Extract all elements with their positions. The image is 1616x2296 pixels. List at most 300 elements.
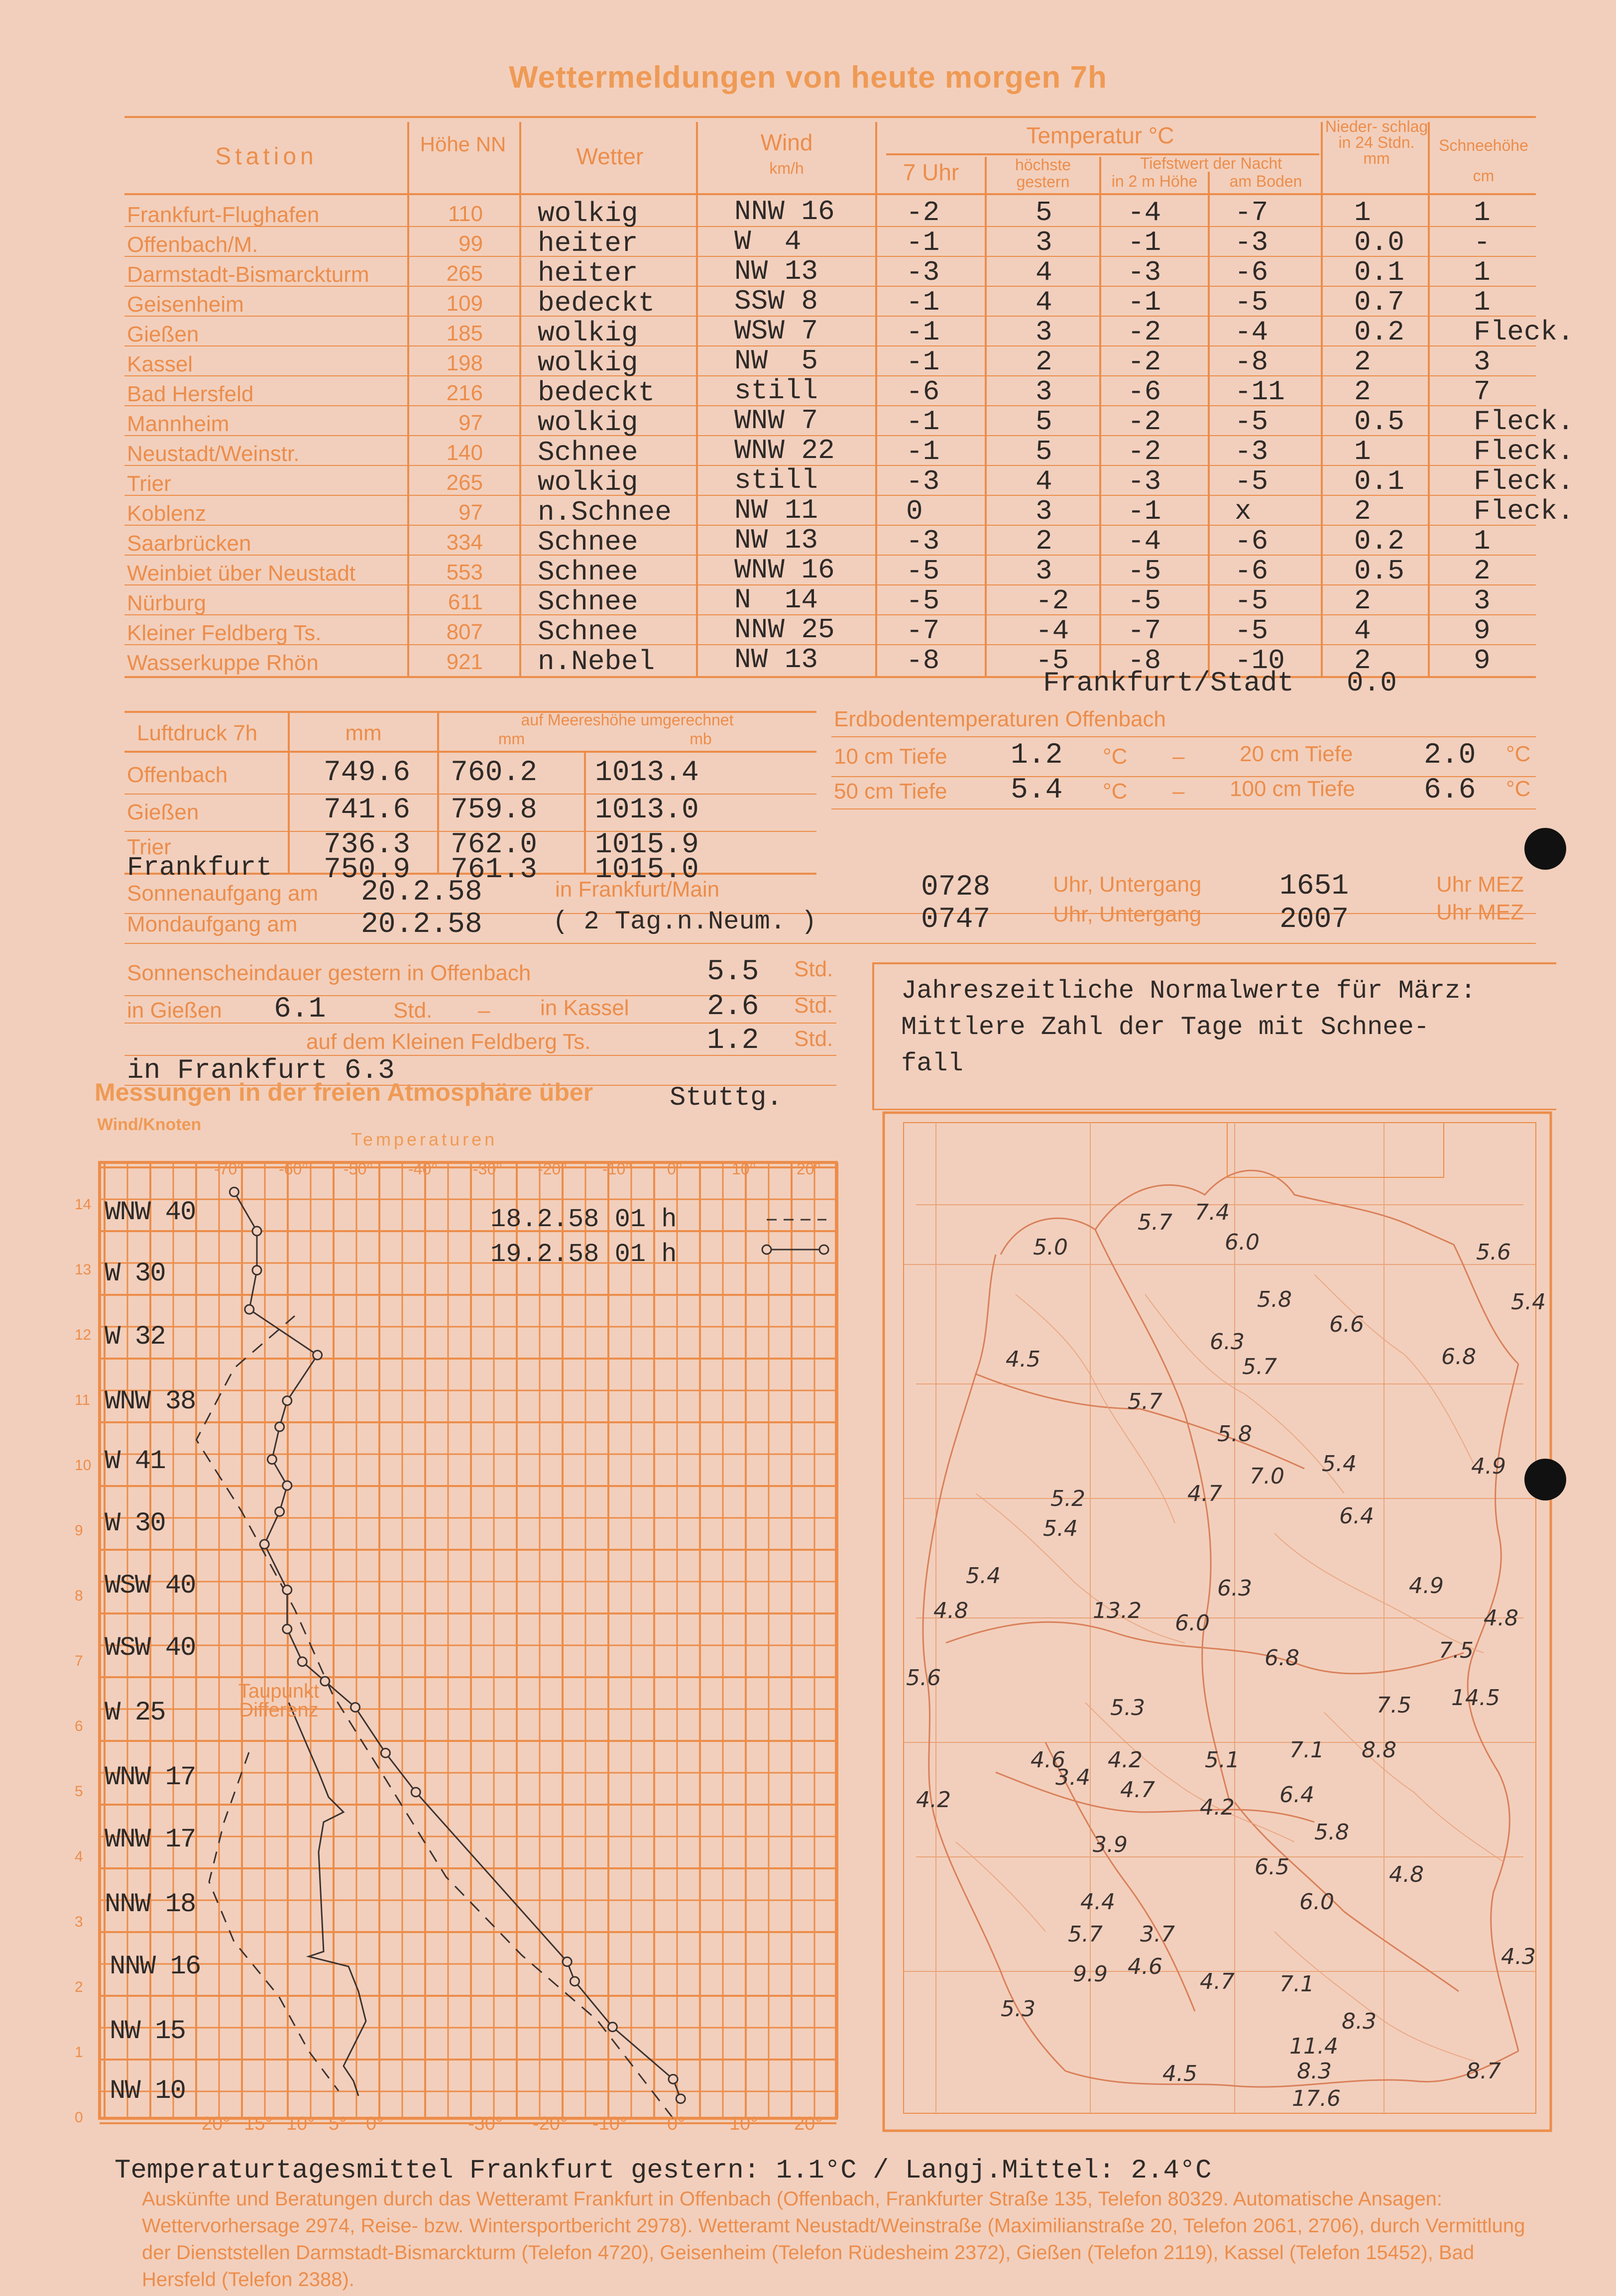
station-nieder: 4 xyxy=(1354,615,1371,647)
wind-label: W 41 xyxy=(105,1446,165,1477)
wind-label: WSW 40 xyxy=(105,1633,196,1663)
map-value: 7.0 xyxy=(1250,1464,1284,1489)
map-value: 7.1 xyxy=(1279,1971,1314,1997)
header-temperatur: Temperatur °C xyxy=(1026,122,1174,148)
station-wetter: wolkig xyxy=(538,466,638,498)
atmos-temp-label: Temperaturen xyxy=(351,1129,498,1149)
monduntergang-zeit: 2007 xyxy=(1279,904,1349,936)
station-nieder: 2 xyxy=(1354,495,1371,527)
atmos-wind-label: Wind/Knoten xyxy=(97,1115,202,1134)
station-hoehe: 109 xyxy=(446,291,483,316)
station-min2: -3 xyxy=(1128,465,1161,497)
station-hoehe: 553 xyxy=(446,560,483,584)
station-nieder: 0.7 xyxy=(1354,286,1404,318)
mond-mez: Uhr MEZ xyxy=(1436,900,1524,924)
station-wetter: Schnee xyxy=(538,437,638,468)
station-t7: -5 xyxy=(906,585,940,617)
station-min2: -4 xyxy=(1128,525,1161,557)
wind-label: NNW 18 xyxy=(105,1889,196,1920)
station-schnee: 1 xyxy=(1474,197,1491,229)
station-wind: N 14 xyxy=(734,584,818,616)
station-t7: 0 xyxy=(906,495,923,527)
erdboden-dash-2: – xyxy=(1172,779,1185,804)
station-wetter: bedeckt xyxy=(538,377,655,409)
station-hoehe: 807 xyxy=(446,620,483,644)
map-value: 4.2 xyxy=(1200,1795,1235,1820)
page-title: Wettermeldungen von heute morgen 7h xyxy=(509,60,1107,95)
station-hoehe: 216 xyxy=(446,381,483,405)
header-hoehe: Höhe NN xyxy=(420,132,506,156)
station-hoehe: 334 xyxy=(446,530,483,555)
top-tick-label: 10° xyxy=(732,1160,756,1178)
station-schnee: 7 xyxy=(1474,376,1491,408)
station-t7: -1 xyxy=(906,406,940,438)
station-name: Weinbiet über Neustadt xyxy=(127,561,356,585)
bottom-tick-label: 20° xyxy=(794,2113,823,2134)
top-tick-label: -30° xyxy=(473,1160,503,1178)
map-value: 4.5 xyxy=(1162,2061,1197,2086)
station-max: 5 xyxy=(1036,197,1052,229)
top-tick-label: -10° xyxy=(602,1160,632,1178)
sonnenschein-frankfurt: in Frankfurt 6.3 xyxy=(127,1054,395,1086)
legend-19: 19.2.58 01 h xyxy=(490,1240,677,1269)
map-value: 6.0 xyxy=(1225,1230,1260,1255)
station-name: Kassel xyxy=(127,352,193,376)
erdboden-100cm-value: 6.6 xyxy=(1424,774,1476,806)
station-minb: -6 xyxy=(1235,256,1269,288)
luftdruck-mb-value: 1015.9 xyxy=(595,829,699,861)
station-hoehe: 140 xyxy=(446,441,483,465)
map-value: 5.8 xyxy=(1257,1287,1292,1312)
map-value: 6.3 xyxy=(1217,1576,1252,1601)
atmos-ort: Stuttg. xyxy=(670,1083,783,1113)
station-hoehe: 97 xyxy=(459,411,483,435)
height-tick-label: 2 xyxy=(75,1978,83,1995)
map-value: 4.5 xyxy=(1006,1347,1040,1372)
sonnenschein-feldberg-label: auf dem Kleinen Feldberg Ts. xyxy=(306,1030,591,1054)
station-min2: -5 xyxy=(1128,555,1161,587)
station-schnee: Fleck. xyxy=(1474,465,1574,497)
luftdruck-station-name: Trier xyxy=(127,835,171,859)
map-value: 3.9 xyxy=(1093,1832,1128,1857)
luftdruck-header: Luftdruck 7h xyxy=(137,721,258,745)
station-hoehe: 265 xyxy=(446,261,483,286)
station-hoehe: 99 xyxy=(459,231,483,256)
station-name: Bad Hersfeld xyxy=(127,382,254,406)
normalwerte-line-3: fall xyxy=(901,1048,963,1078)
station-name: Wasserkuppe Rhön xyxy=(127,651,319,675)
station-min2: -6 xyxy=(1128,376,1161,408)
station-max: -2 xyxy=(1036,585,1069,617)
station-max: 4 xyxy=(1036,465,1052,497)
station-max: 2 xyxy=(1036,525,1052,557)
station-schnee: 3 xyxy=(1474,585,1491,617)
station-max: 3 xyxy=(1036,555,1052,587)
footer-info: Auskünfte und Beratungen durch das Wetteramt Frankfurt in Offenbach (Offenbach, Frankfurter Straße 135, Telefon 80329. Automatische Ansagen: Wettervorhersage 2974, Reise- bzw. Wintersportbericht 2978). Wetteramt Neustadt/Weinstraße (Maximilianstraße 20, Telefon 2061, 2706), durch Vermittlung der Dienststellen Darmstadt-Bismarckturm (Telefon 4720), Geisenheim (Telefon Rüdesheim 2372), Gießen (Telefon 2119), Kassel (Telefon 15452), Bad Hersfeld (Telefon 2388). xyxy=(142,2188,1525,2291)
station-wetter: wolkig xyxy=(538,317,638,349)
map-value: 5.4 xyxy=(966,1563,1001,1589)
header-7uhr: 7 Uhr xyxy=(903,159,959,185)
map-value: 5.3 xyxy=(1110,1695,1145,1721)
bottom-tick-label: -30° xyxy=(468,2113,503,2134)
header-wind: Wind xyxy=(760,129,813,155)
sonnenaufgang-label: Sonnenaufgang am xyxy=(127,881,319,906)
station-schnee: 9 xyxy=(1474,615,1491,647)
height-tick-label: 4 xyxy=(75,1848,83,1865)
station-max: 3 xyxy=(1036,376,1052,408)
map-value: 4.3 xyxy=(1501,1944,1536,1969)
luftdruck-mm-value: 736.3 xyxy=(324,829,411,861)
station-wind: WNW 22 xyxy=(734,435,835,466)
station-t7: -3 xyxy=(906,525,940,557)
map-value: 4.9 xyxy=(1409,1573,1444,1599)
map-value: 6.6 xyxy=(1329,1312,1364,1337)
legend-18: 18.2.58 01 h xyxy=(490,1205,677,1234)
map-value: 6.0 xyxy=(1299,1889,1334,1915)
height-tick-label: 6 xyxy=(75,1718,83,1734)
station-wind: W 4 xyxy=(734,226,802,257)
erdboden-10cm-value: 1.2 xyxy=(1011,739,1063,772)
station-min2: -3 xyxy=(1128,256,1161,288)
map-value: 6.0 xyxy=(1175,1610,1210,1636)
header-tiefst-boden: am Boden xyxy=(1229,172,1302,190)
station-name: Neustadt/Weinstr. xyxy=(127,442,300,466)
bottom-tick-label: 20° xyxy=(202,2113,231,2134)
sonnenschein-offenbach-label: Sonnenscheindauer gestern in Offenbach xyxy=(127,961,531,985)
wind-label: NW 10 xyxy=(110,2076,186,2106)
station-minb: x xyxy=(1235,495,1252,527)
map-value: 13.2 xyxy=(1093,1598,1142,1623)
sonnenschein-giessen-label: in Gießen xyxy=(127,998,222,1023)
erdboden-50cm-label: 50 cm Tiefe xyxy=(834,779,947,804)
station-wind: NW 13 xyxy=(734,255,818,287)
map-value: 6.5 xyxy=(1255,1854,1289,1880)
map-value: 5.4 xyxy=(1043,1516,1078,1541)
map-value: 6.4 xyxy=(1339,1503,1374,1529)
station-nieder: 0.2 xyxy=(1354,525,1404,557)
station-nieder: 0.2 xyxy=(1354,316,1404,348)
wind-label: W 30 xyxy=(105,1508,165,1539)
station-name: Offenbach/M. xyxy=(127,232,258,257)
height-tick-label: 8 xyxy=(75,1587,83,1604)
map-value: 5.4 xyxy=(1511,1289,1546,1315)
map-value: 17.6 xyxy=(1292,2086,1341,2111)
sonnenaufgang-date: 20.2.58 xyxy=(361,876,482,909)
station-min2: -2 xyxy=(1128,406,1161,438)
bottom-tick-label: -10° xyxy=(592,2113,628,2134)
station-t7: -1 xyxy=(906,286,940,318)
station-wetter: n.Schnee xyxy=(538,496,672,528)
station-nieder: 0.1 xyxy=(1354,256,1404,288)
station-schnee: 2 xyxy=(1474,555,1491,587)
map-value: 4.7 xyxy=(1187,1481,1222,1506)
station-hoehe: 611 xyxy=(448,590,483,614)
station-t7: -2 xyxy=(906,197,940,229)
station-hoehe: 265 xyxy=(446,470,483,495)
station-nieder: 1 xyxy=(1354,197,1371,229)
sonnenschein-dash: – xyxy=(478,998,490,1023)
erdboden-100cm-label: 100 cm Tiefe xyxy=(1230,777,1355,801)
station-max: -4 xyxy=(1036,615,1069,647)
station-schnee: 3 xyxy=(1474,346,1491,378)
station-minb: -6 xyxy=(1235,555,1269,587)
station-minb: -8 xyxy=(1235,346,1269,378)
map-value: 4.8 xyxy=(1484,1606,1518,1631)
erdboden-dash-1: – xyxy=(1172,744,1185,769)
station-schnee: 1 xyxy=(1474,286,1491,318)
station-schnee: Fleck. xyxy=(1474,316,1574,348)
station-wind: NW 13 xyxy=(734,524,818,556)
top-tick-label: -60° xyxy=(279,1160,309,1178)
sonnenschein-std-2: Std. xyxy=(393,998,433,1023)
bottom-tick-label: 10° xyxy=(729,2113,758,2134)
map-value: 9.9 xyxy=(1073,1961,1108,1987)
station-min2: -8 xyxy=(1128,645,1161,677)
normalwerte-line-1: Jahreszeitliche Normalwerte für März: xyxy=(901,976,1476,1006)
tagesmittel: Temperaturtagesmittel Frankfurt gestern: 1.1°C / Langj.Mittel: 2.4°C xyxy=(115,2156,1212,2186)
sonnenuntergang-zeit: 1651 xyxy=(1279,870,1349,903)
mondaufgang-label: Mondaufgang am xyxy=(127,912,298,936)
station-minb: -5 xyxy=(1235,585,1269,617)
sonnenschein-feldberg-value: 1.2 xyxy=(707,1025,759,1057)
station-minb: -5 xyxy=(1235,465,1269,497)
sonne-mez: Uhr MEZ xyxy=(1436,872,1524,897)
map-value: 4.4 xyxy=(1080,1889,1115,1915)
station-wetter: Schnee xyxy=(538,526,638,558)
luftdruck-station-name: Gießen xyxy=(127,800,199,824)
luftdruck-mm-meeres-value: 761.3 xyxy=(451,854,538,886)
station-name: Koblenz xyxy=(127,501,207,526)
height-tick-label: 5 xyxy=(75,1783,83,1800)
station-max: 5 xyxy=(1036,436,1052,467)
wind-label: WSW 40 xyxy=(105,1571,196,1601)
map-value: 4.2 xyxy=(916,1787,951,1813)
map-value: 5.0 xyxy=(1033,1235,1068,1260)
station-minb: -5 xyxy=(1235,615,1269,647)
station-max: 5 xyxy=(1036,406,1052,438)
map-value: 5.6 xyxy=(1476,1240,1511,1265)
height-tick-label: 1 xyxy=(75,2044,83,2061)
station-min2: -2 xyxy=(1128,316,1161,348)
sonne-ort: in Frankfurt/Main xyxy=(555,877,720,902)
map-value: 5.8 xyxy=(1217,1421,1252,1447)
station-t7: -5 xyxy=(906,555,940,587)
luftdruck-meeres: auf Meereshöhe umgerechnet xyxy=(521,711,734,729)
wind-label: WNW 38 xyxy=(105,1386,196,1417)
station-nieder: 2 xyxy=(1354,346,1371,378)
bottom-tick-label: 5° xyxy=(329,2113,347,2134)
map-value: 7.5 xyxy=(1377,1693,1411,1718)
header-station: Station xyxy=(215,143,318,170)
luftdruck-mb-value: 1013.4 xyxy=(595,757,699,789)
map-value: 8.7 xyxy=(1466,2059,1501,2084)
station-nieder: 2 xyxy=(1354,645,1371,677)
height-tick-label: 14 xyxy=(75,1196,92,1213)
map-value: 4.6 xyxy=(1031,1747,1065,1773)
station-wetter: Schnee xyxy=(538,556,638,588)
height-tick-label: 7 xyxy=(75,1652,83,1669)
map-value: 4.8 xyxy=(1389,1862,1424,1887)
station-min2: -2 xyxy=(1128,346,1161,378)
station-t7: -1 xyxy=(906,316,940,348)
erdboden-20cm-value: 2.0 xyxy=(1424,739,1476,772)
station-name: Gießen xyxy=(127,322,199,346)
station-schnee: Fleck. xyxy=(1474,436,1574,467)
header-wetter: Wetter xyxy=(576,143,644,169)
luftdruck-mb-value: 1013.0 xyxy=(595,794,699,826)
station-wind: NW 5 xyxy=(734,345,818,377)
map-value: 5.7 xyxy=(1128,1389,1162,1414)
height-tick-label: 13 xyxy=(75,1261,92,1278)
map-value: 7.4 xyxy=(1195,1200,1230,1225)
station-schnee: - xyxy=(1474,227,1491,258)
map-value: 5.2 xyxy=(1050,1486,1085,1511)
station-nieder: 0.5 xyxy=(1354,555,1404,587)
sonnenschein-kassel-value: 2.6 xyxy=(707,991,759,1023)
top-tick-label: -50° xyxy=(344,1160,373,1178)
station-schnee: 1 xyxy=(1474,525,1491,557)
station-minb: -5 xyxy=(1235,406,1269,438)
height-tick-label: 9 xyxy=(75,1522,83,1539)
station-schnee: 9 xyxy=(1474,645,1491,677)
station-min2: -4 xyxy=(1128,197,1161,229)
station-wind: still xyxy=(734,464,818,496)
station-hoehe: 198 xyxy=(446,351,483,375)
station-schnee: 1 xyxy=(1474,256,1491,288)
station-schnee: Fleck. xyxy=(1474,406,1574,438)
bottom-tick-label: 10° xyxy=(286,2113,315,2134)
station-wetter: bedeckt xyxy=(538,287,655,319)
height-tick-label: 0 xyxy=(75,2109,83,2126)
header-niederschlag: Nieder- schlag in 24 Stdn. mm xyxy=(1325,117,1428,167)
station-name: Kleiner Feldberg Ts. xyxy=(127,621,322,645)
station-schnee: Fleck. xyxy=(1474,495,1574,527)
station-wetter: Schnee xyxy=(538,616,638,648)
height-tick-label: 10 xyxy=(75,1457,92,1474)
wind-label: WNW 17 xyxy=(105,1762,196,1793)
station-minb: -3 xyxy=(1235,436,1269,467)
station-nieder: 0.5 xyxy=(1354,406,1404,438)
mond-phase: ( 2 Tag.n.Neum. ) xyxy=(553,907,817,936)
bottom-tick-label: -20° xyxy=(533,2113,568,2134)
station-t7: -3 xyxy=(906,256,940,288)
punch-hole xyxy=(1524,1459,1566,1500)
normalwerte-line-2: Mittlere Zahl der Tage mit Schnee- xyxy=(901,1012,1429,1042)
map-value: 14.5 xyxy=(1451,1685,1500,1711)
wind-label: WNW 17 xyxy=(105,1825,196,1855)
station-wetter: n.Nebel xyxy=(538,646,655,678)
station-name: Geisenheim xyxy=(127,292,244,317)
sonnenschein-std-3: Std. xyxy=(794,993,833,1018)
station-nieder: 0.0 xyxy=(1354,227,1404,258)
station-wind: NW 13 xyxy=(734,644,818,676)
station-max: 2 xyxy=(1036,346,1052,378)
station-name: Saarbrücken xyxy=(127,531,251,556)
luftdruck-mm: mm xyxy=(345,721,382,745)
taupunkt-label: Taupunkt Differenz xyxy=(238,1680,320,1721)
erdboden-50cm-unit: °C xyxy=(1103,779,1128,804)
station-nieder: 2 xyxy=(1354,376,1371,408)
map-value: 5.6 xyxy=(906,1665,941,1691)
erdboden-20cm-unit: °C xyxy=(1506,742,1531,766)
station-name: Trier xyxy=(127,471,171,496)
top-tick-label: -40° xyxy=(408,1160,438,1178)
station-wind: still xyxy=(734,375,818,407)
station-max: 3 xyxy=(1036,316,1052,348)
station-wind: NW 11 xyxy=(734,494,818,526)
erdboden-10cm-label: 10 cm Tiefe xyxy=(834,744,947,769)
luftdruck-mm-meeres-value: 760.2 xyxy=(451,757,538,789)
station-name: Nürburg xyxy=(127,591,206,615)
station-nieder: 0.1 xyxy=(1354,465,1404,497)
station-minb: -6 xyxy=(1235,525,1269,557)
station-min2: -1 xyxy=(1128,495,1161,527)
sonnenschein-offenbach-value: 5.5 xyxy=(707,956,759,988)
header-hoechste: höchste gestern xyxy=(1015,156,1071,191)
top-tick-label: -70° xyxy=(214,1160,244,1178)
station-max: 3 xyxy=(1036,227,1052,258)
wind-label: W 25 xyxy=(105,1698,165,1728)
map-value: 6.4 xyxy=(1279,1782,1314,1808)
map-value: 6.8 xyxy=(1441,1344,1476,1370)
station-hoehe: 921 xyxy=(446,650,483,674)
map-value: 4.9 xyxy=(1471,1454,1506,1479)
station-nieder: 2 xyxy=(1354,585,1371,617)
luftdruck-mm-value: 749.6 xyxy=(324,757,411,789)
map-value: 7.5 xyxy=(1439,1638,1474,1663)
bottom-tick-label: 15° xyxy=(244,2113,273,2134)
luftdruck-mb-value: 1015.0 xyxy=(595,854,699,886)
header-wind-unit: km/h xyxy=(769,159,804,177)
mondaufgang-zeit: 0747 xyxy=(921,904,991,936)
height-tick-label: 12 xyxy=(75,1326,92,1343)
station-minb: -7 xyxy=(1235,197,1269,229)
station-min2: -5 xyxy=(1128,585,1161,617)
erdboden-50cm-value: 5.4 xyxy=(1011,774,1063,806)
station-wetter: wolkig xyxy=(538,198,638,230)
luftdruck-mm-meeres-value: 759.8 xyxy=(451,794,538,826)
map-value: 11.4 xyxy=(1289,2034,1338,2059)
sonnenschein-std-1: Std. xyxy=(794,957,833,981)
station-max: -5 xyxy=(1036,645,1069,677)
station-max: 4 xyxy=(1036,286,1052,318)
station-max: 3 xyxy=(1036,495,1052,527)
station-wind: WSW 7 xyxy=(734,315,818,347)
map-value: 6.8 xyxy=(1265,1645,1299,1671)
map-value: 4.2 xyxy=(1108,1747,1143,1773)
height-tick-label: 3 xyxy=(75,1913,83,1930)
map-value: 5.8 xyxy=(1314,1820,1349,1845)
station-name: Frankfurt-Flughafen xyxy=(127,203,320,227)
top-tick-label: 20° xyxy=(797,1160,821,1178)
wind-label: WNW 40 xyxy=(105,1197,196,1228)
erdboden-10cm-unit: °C xyxy=(1103,744,1128,769)
luftdruck-meeres-mm: mm xyxy=(498,730,525,748)
station-t7: -7 xyxy=(906,615,940,647)
erdboden-header: Erdbodentemperaturen Offenbach xyxy=(834,707,1166,731)
station-name: Mannheim xyxy=(127,412,230,436)
map-value: 5.7 xyxy=(1138,1210,1172,1235)
map-value: 5.1 xyxy=(1205,1747,1240,1773)
map-value: 8.8 xyxy=(1362,1737,1396,1763)
station-t7: -1 xyxy=(906,227,940,258)
station-wind: NNW 16 xyxy=(734,196,835,228)
map-value: 8.3 xyxy=(1297,2059,1332,2084)
station-t7: -6 xyxy=(906,376,940,408)
map-value: 8.3 xyxy=(1342,2009,1377,2034)
header-tiefst: Tiefstwert der Nacht xyxy=(1140,154,1282,172)
station-wetter: heiter xyxy=(538,257,638,289)
